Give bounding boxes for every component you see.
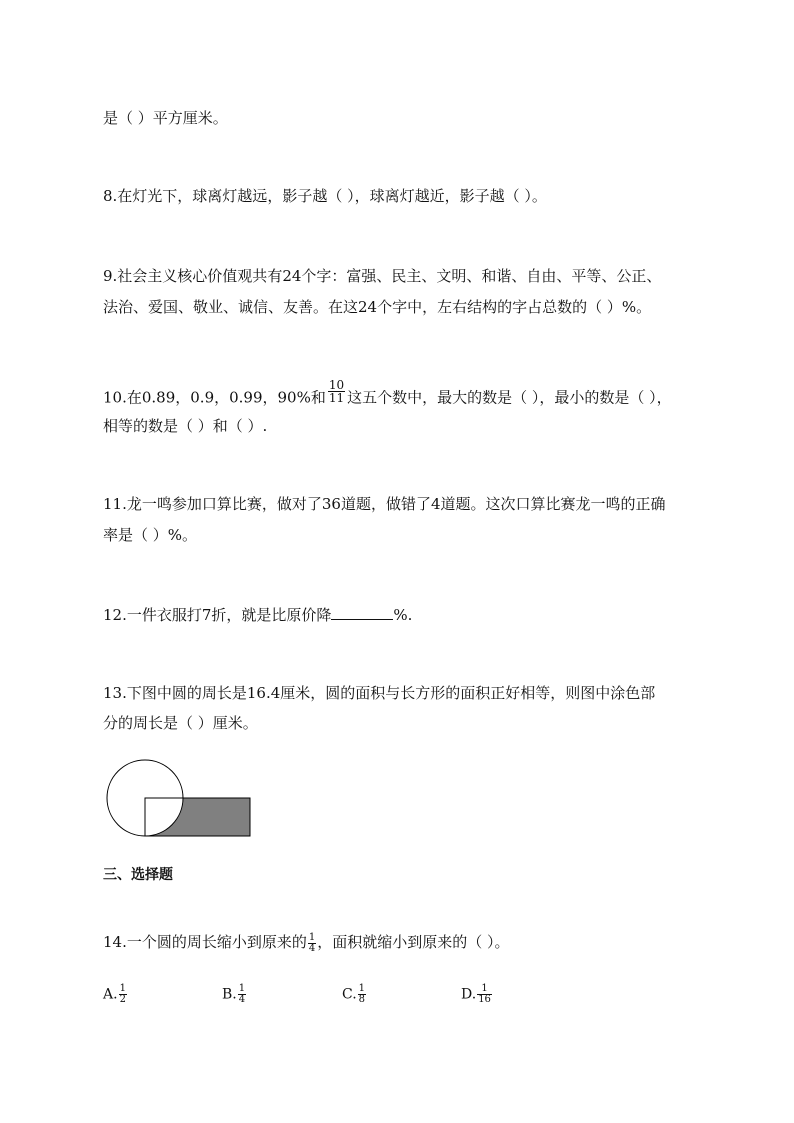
question-9-line-2: 法治、爱国、敬业、诚信、友善。在这24个字中，左右结构的字占总数的（ ）%。 <box>103 298 652 316</box>
fraction-1-4: $\frac{1}{4}$ <box>308 931 316 954</box>
option-a-fraction: $\frac{1}{2}$ <box>119 983 126 1005</box>
question-10-line-2: 相等的数是（ ）和（ ）. <box>103 417 268 435</box>
question-9-line-1: 9.社会主义核心价值观共有24个字：富强、民主、文明、和谐、自由、平等、公正、 <box>103 267 662 285</box>
question-13-line-2: 分的周长是（ ）厘米。 <box>103 714 258 732</box>
option-a[interactable]: A. $\frac{1}{2}$ <box>103 983 126 1005</box>
question-11-line-2: 率是（ ）%。 <box>103 526 198 544</box>
option-c-fraction: $\frac{1}{8}$ <box>358 983 366 1005</box>
option-d[interactable]: D. $\frac{1}{16}$ <box>461 983 491 1005</box>
fraction-10-11: $\frac{10}{11}$ <box>328 378 345 405</box>
answer-blank <box>331 605 393 620</box>
question-12: 12.一件衣服打7折，就是比原价降 %. <box>103 606 413 624</box>
question-10-line-1: 10.在0.89，0.9，0.99，90%和 $\frac{10}{11}$ 这五个数中，最大的数是（ ），最小的数是（ ）， <box>103 378 672 407</box>
question-11-line-1: 11.龙一鸣参加口算比赛，做对了36道题，做错了4道题。这次口算比赛龙一鸣的正确 <box>103 495 666 513</box>
question-13-line-1: 13.下图中圆的周长是16.4厘米，圆的面积与长方形的面积正好相等，则图中涂色部 <box>103 684 656 702</box>
question-7-tail: 是（ ）平方厘米。 <box>103 109 228 127</box>
question-14: 14.一个圆的周长缩小到原来的 $\frac{1}{4}$ ，面积就缩小到原来的（ ）。 <box>103 931 510 954</box>
option-b[interactable]: B. $\frac{1}{4}$ <box>222 983 246 1005</box>
option-c[interactable]: C. $\frac{1}{8}$ <box>342 983 366 1005</box>
option-d-fraction: $\frac{1}{16}$ <box>478 983 491 1005</box>
section-heading: 三、选择题 <box>103 867 173 883</box>
option-b-fraction: $\frac{1}{4}$ <box>238 983 246 1005</box>
question-8: 8.在灯光下，球离灯越远，影子越（ ），球离灯越近，影子越（ ）。 <box>103 187 547 205</box>
circle-rectangle-figure <box>104 758 254 838</box>
